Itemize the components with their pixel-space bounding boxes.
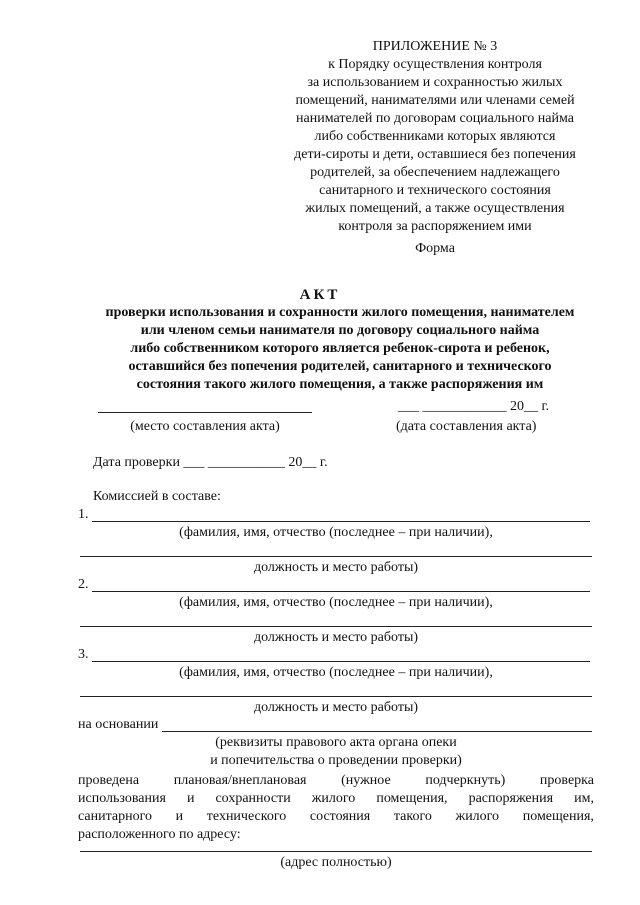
word: использования [78, 791, 166, 806]
commission-label: Комиссией в составе: [93, 489, 221, 504]
date-caption: (дата составления акта) [396, 419, 537, 434]
member-number: 2. [78, 577, 89, 592]
address-label: расположенного по адресу: [78, 827, 241, 842]
member-number: 1. [78, 507, 89, 522]
appendix-line: ПРИЛОЖЕНИЕ № 3 [372, 39, 498, 54]
member-name-line[interactable] [92, 521, 590, 522]
word: сохранности [215, 791, 291, 806]
place-field-line[interactable] [98, 412, 312, 413]
member-position-line[interactable] [80, 696, 592, 697]
appendix-line: к Порядку осуществления контроля [328, 57, 542, 72]
act-subject-line: или членом семьи нанимателя по договору социального найма [140, 323, 540, 338]
word: помещения, [522, 809, 594, 824]
place-caption: (место составления акта) [130, 419, 280, 434]
act-subject [60, 304, 620, 394]
conducted-paragraph [78, 772, 594, 844]
member-name-caption: (фамилия, имя, отчество (последнее – при наличии), [179, 525, 493, 540]
conducted-line [78, 826, 594, 844]
member-position-caption: должность и место работы) [253, 630, 419, 645]
word: плановая/внеплановая [173, 773, 307, 788]
basis-field-line[interactable] [162, 731, 592, 732]
appendix-header [250, 38, 620, 236]
member-position-caption: должность и место работы) [253, 700, 419, 715]
appendix-line: жилых помещений, а также осуществления [305, 201, 565, 216]
member-position-line[interactable] [80, 556, 592, 557]
member-position-line[interactable] [80, 626, 592, 627]
appendix-line: контроля за распоряжением ими [338, 219, 532, 234]
word: (нужное [341, 773, 391, 788]
appendix-line: помещений, нанимателями или членами семей [295, 93, 575, 108]
address-caption: (адрес полностью) [280, 855, 392, 870]
appendix-line: санитарного и технического состояния [319, 183, 551, 198]
word: подчеркнуть) [425, 773, 506, 788]
appendix-line: дети-сироты и дети, оставшиеся без попечения [294, 147, 576, 162]
address-field-line[interactable] [80, 851, 592, 852]
check-date-field[interactable]: Дата проверки ___ ___________ 20__ г. [93, 455, 328, 470]
word: проведена [78, 773, 140, 788]
basis-caption: (реквизиты правового акта органа опеки [215, 735, 457, 750]
appendix-line: за использованием и сохранностью жилых [307, 75, 563, 90]
word: состояния [309, 809, 371, 824]
member-position-caption: должность и место работы) [253, 560, 419, 575]
word: проверка [539, 773, 594, 788]
appendix-line: родителей, за обеспечением надлежащего [310, 165, 560, 180]
member-name-caption: (фамилия, имя, отчество (последнее – при наличии), [179, 595, 493, 610]
member-name-caption: (фамилия, имя, отчество (последнее – при наличии), [179, 665, 493, 680]
act-title: АКТ [299, 287, 341, 303]
member-number: 3. [78, 647, 89, 662]
appendix-line: нанимателей по договорам социального найма [296, 111, 574, 126]
member-name-line[interactable] [92, 591, 590, 592]
conducted-line [78, 790, 594, 808]
appendix-line: либо собственниками которых являются [314, 129, 556, 144]
word: такого [393, 809, 432, 824]
word: жилого [455, 809, 500, 824]
basis-caption: и попечительства о проведении проверки) [210, 753, 462, 768]
basis-label: на основании [78, 717, 159, 732]
form-label: Форма [415, 241, 455, 256]
act-subject-line: оставшийся без попечения родителей, санитарного и технического [128, 359, 552, 374]
word: помещения, [376, 791, 448, 806]
conducted-line [78, 808, 594, 826]
act-subject-line: либо собственником которого является ребенок-сирота и ребенок, [130, 341, 550, 356]
word: технического [206, 809, 287, 824]
date-field[interactable]: ___ ____________ 20__ г. [398, 399, 550, 414]
word: санитарного [78, 809, 152, 824]
word: им, [574, 791, 594, 806]
word: и [175, 809, 184, 824]
conducted-line [78, 772, 594, 790]
word: жилого [311, 791, 356, 806]
act-subject-line: состояния такого жилого помещения, а также распоряжения им [136, 377, 544, 392]
member-name-line[interactable] [92, 661, 590, 662]
word: и [186, 791, 195, 806]
act-subject-line: проверки использования и сохранности жилого помещения, нанимателем [105, 305, 575, 320]
word: распоряжения [468, 791, 554, 806]
